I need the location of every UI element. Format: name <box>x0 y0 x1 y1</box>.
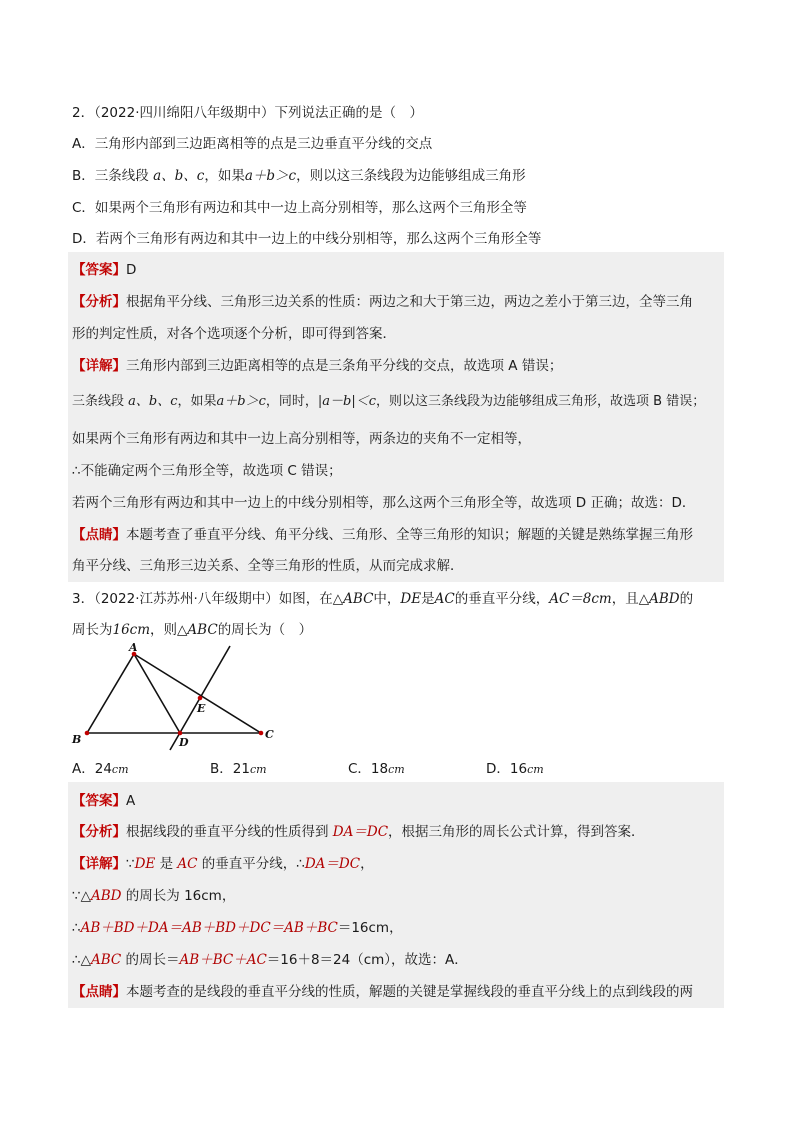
q3-title-2-mid: ，则 <box>150 622 178 638</box>
q3-title-2-tri: △ABC <box>177 622 218 638</box>
q3-option-d-unit: cm <box>527 763 544 776</box>
q3-option-b <box>210 760 267 779</box>
q3-option-a-label: A．24 <box>72 761 112 777</box>
q2-detail-4: ∴不能确定两个三角形全等，故选项 C 错误； <box>72 463 342 479</box>
q3-answer-value: A <box>126 793 136 809</box>
side-ac <box>134 654 261 733</box>
q2-option-b-vars: a、b、c <box>153 168 205 184</box>
q3-title-2 <box>72 621 312 639</box>
q2-answer-tag: 【答案】 <box>72 262 126 278</box>
label-c: C <box>265 728 274 741</box>
label-d: D <box>179 736 189 749</box>
q3-option-a <box>72 760 129 779</box>
q3-comment <box>72 983 693 1001</box>
q2-detail-1: 三角形内部到三边距离相等的点是三条角平分线的交点，故选项 A 错误； <box>126 358 563 374</box>
label-b: B <box>72 733 82 746</box>
q2-detail-2-mid: ，如果 <box>177 394 217 409</box>
q2-comment-1: 本题考查了垂直平分线、角平分线、三角形、全等三角形的知识；解题的关键是熟练掌握三角形 <box>126 527 693 543</box>
q2-detail-2-pre: 三条线段 <box>72 394 129 409</box>
q3-detail-2 <box>72 887 235 905</box>
q2-option-b-pre: B．三条线段 <box>72 168 154 184</box>
q2-option-b <box>72 167 526 185</box>
q2-answer-value: D <box>126 262 137 278</box>
q3-detail-1-eq: DA＝DC <box>304 856 361 872</box>
q3-analysis-post: ，根据三角形的周长公式计算，得到答案． <box>388 824 645 840</box>
triangle-figure <box>66 642 286 754</box>
q2-option-b-mid: ，如果 <box>204 168 245 184</box>
label-e: E <box>197 702 206 715</box>
q3-title-1-mid3: 的垂直平分线， <box>454 591 550 607</box>
q3-title-2-post: 的周长为（ ） <box>217 622 313 638</box>
q3-ac: AC <box>434 591 455 607</box>
q2-detail-tag: 【详解】 <box>72 358 126 374</box>
q3-ac-eq: AC＝8cm <box>549 591 612 607</box>
q2-analysis-2: 形的判定性质，对各个选项逐个分析，即可得到答案． <box>72 326 396 342</box>
point-b <box>85 731 90 736</box>
q2-detail-2-vars: a、b、c <box>128 394 178 409</box>
q3-detail-3-eq: AB＋BD＋DA＝AB＋BD＋DC＝AB＋BC <box>80 920 338 936</box>
q2-analysis-1: 根据角平分线、三角形三边关系的性质：两边之和大于第三边，两边之差小于第三边，全等三角 <box>126 294 693 310</box>
q3-title-1-post: 的 <box>679 591 694 607</box>
q3-detail-2-pre: ∵△ <box>72 888 91 904</box>
q3-detail <box>72 855 374 873</box>
q3-detail-1-post: ， <box>360 856 374 872</box>
q3-tri-abc: △ABC <box>332 591 374 607</box>
q3-title-1-mid2: 是 <box>421 591 435 607</box>
q3-analysis-tag: 【分析】 <box>72 824 126 840</box>
q2-detail-2-mid2: ，同时， <box>265 394 318 409</box>
q3-detail-1-pre: ∵ <box>126 856 135 872</box>
q3-title-1-mid1: 中， <box>373 591 401 607</box>
q2-option-a: A．三角形内部到三边距离相等的点是三边垂直平分线的交点 <box>72 136 433 152</box>
q3-detail-4-post: ＝16＋8＝24（cm），故选：A． <box>266 952 468 968</box>
q3-tri-abd: △ABD <box>638 591 680 607</box>
q3-detail-4-eq: AB＋BC＋AC <box>179 952 267 968</box>
q3-detail-tag: 【详解】 <box>72 856 126 872</box>
q3-detail-1-de: DE <box>134 856 156 872</box>
point-c <box>259 731 264 736</box>
q2-option-b-post: ，则以这三条线段为边能够组成三角形 <box>296 168 526 184</box>
q2-detail-5: 若两个三角形有两边和其中一边上的中线分别相等，那么这两个三角形全等，故选项 D 正确；故选：D． <box>72 495 696 511</box>
q3-option-c-label: C．18 <box>348 761 389 777</box>
q2-option-d: D．若两个三角形有两边和其中一边上的中线分别相等，那么这两个三角形全等 <box>72 231 542 247</box>
q3-title-1 <box>72 590 693 608</box>
point-e <box>198 696 203 701</box>
q2-detail-2 <box>72 393 705 411</box>
q3-option-d <box>486 760 544 779</box>
q2-option-b-ineq: a＋b＞c <box>244 168 297 184</box>
q2-detail-2-ineq: a＋b＞c <box>216 394 266 409</box>
q3-option-b-label: B．21 <box>210 761 250 777</box>
q2-analysis-tag: 【分析】 <box>72 294 126 310</box>
q3-detail-2-post: 的周长为 16cm， <box>121 888 236 904</box>
q3-detail-4-pre: ∴△ <box>72 952 91 968</box>
q2-comment-tag: 【点睛】 <box>72 527 126 543</box>
q2-analysis <box>72 293 693 311</box>
q3-option-b-unit: cm <box>249 763 267 776</box>
q3-detail-4 <box>72 951 468 969</box>
q3-title-1-mid4: ，且 <box>611 591 639 607</box>
q3-analysis-eq: DA＝DC <box>332 824 389 840</box>
segment-ad <box>134 654 180 733</box>
q3-de: DE <box>400 591 422 607</box>
q2-option-c: C．如果两个三角形有两边和其中一边上高分别相等，那么这两个三角形全等 <box>72 200 527 216</box>
q3-title-2-pre: 周长为 <box>72 622 113 638</box>
q3-option-c-unit: cm <box>388 763 405 776</box>
q3-option-d-label: D．16 <box>486 761 528 777</box>
q3-detail-1-mid2: 的垂直平分线，∴ <box>197 856 305 872</box>
q3-detail-3-pre: ∴ <box>72 920 81 936</box>
q2-answer <box>72 261 136 279</box>
q2-title: 2．（2022·四川绵阳八年级期中）下列说法正确的是（ ） <box>72 105 423 121</box>
q2-detail-3: 如果两个三角形有两边和其中一边上高分别相等，两条边的夹角不一定相等， <box>72 431 531 447</box>
point-d <box>178 731 183 736</box>
q3-detail-4-tri: ABC <box>90 952 122 968</box>
q3-detail-4-mid: 的周长＝ <box>121 952 180 968</box>
q3-detail-1-mid: 是 <box>155 856 178 872</box>
q3-detail-3 <box>72 919 403 937</box>
q2-comment <box>72 526 693 544</box>
q2-detail-2-abs: |a－b|＜c <box>317 394 377 409</box>
q2-detail <box>72 357 562 375</box>
q3-answer-tag: 【答案】 <box>72 793 126 809</box>
q3-option-a-unit: cm <box>111 763 129 776</box>
q3-answer <box>72 792 135 810</box>
q2-comment-2: 角平分线、三角形三边关系、全等三角形的性质，从而完成求解． <box>72 558 464 574</box>
side-ab <box>87 654 134 733</box>
q3-detail-2-tri: ABD <box>90 888 122 904</box>
q3-analysis <box>72 823 645 841</box>
q3-detail-1-ac: AC <box>177 856 198 872</box>
q3-option-c <box>348 760 405 779</box>
q3-comment-1: 本题考查的是线段的垂直平分线的性质，解题的关键是掌握线段的垂直平分线上的点到线段的两 <box>126 984 693 1000</box>
q3-detail-3-post: ＝16cm， <box>337 920 403 936</box>
label-a: A <box>129 642 138 654</box>
q2-detail-2-post: ，则以这三条线段为边能够组成三角形，故选项 B 错误； <box>376 394 706 409</box>
q3-perimeter: 16cm <box>112 622 151 638</box>
q3-analysis-pre: 根据线段的垂直平分线的性质得到 <box>126 824 333 840</box>
q3-comment-tag: 【点睛】 <box>72 984 126 1000</box>
q3-title-1-pre: 3．（2022·江苏苏州·八年级期中）如图，在 <box>72 591 333 607</box>
